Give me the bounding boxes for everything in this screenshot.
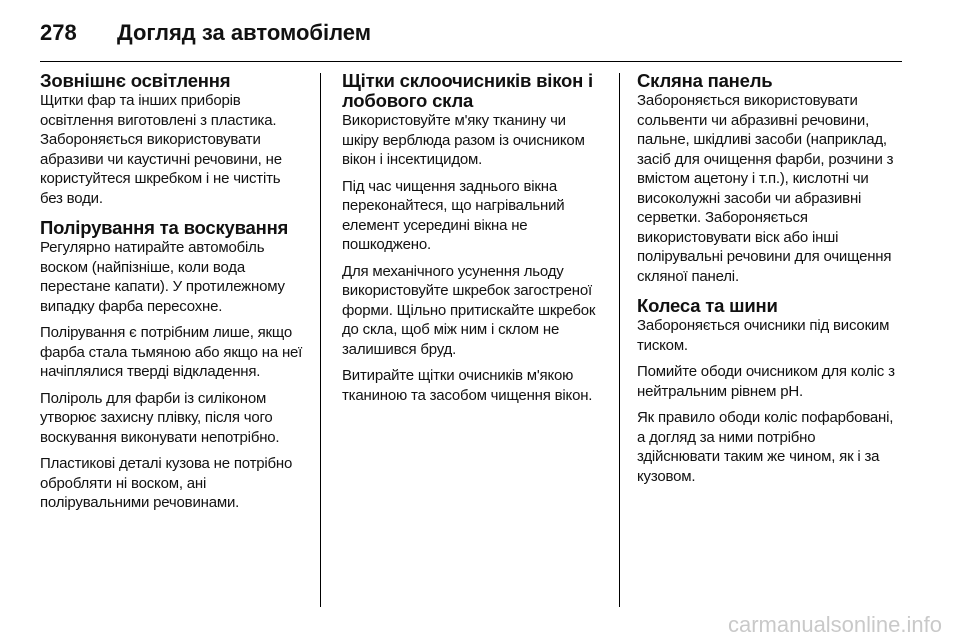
header-rule [40, 61, 902, 62]
paragraph: Поліроль для фарби із силіконом утворює захисну плівку, після чого воскування виконувати непотрібно. [40, 389, 280, 446]
watermark: carmanualsonline.info [727, 612, 942, 637]
column-2 [342, 71, 606, 415]
section-heading: Зовнішнє освітлення [40, 70, 231, 91]
paragraph: Помийте ободи очисником для коліс з нейтральним рівнем pH. [637, 363, 895, 400]
paragraph: Забороняється очисники під високим тиском. [637, 317, 890, 354]
paragraph: Пластикові деталі кузова не потрібно обробляти ні воском, ані полірувальними речовинами. [40, 455, 293, 511]
paragraph: Як правило ободи коліс пофарбовані, а догляд за ними потрібно здійснювати таким же чином, як і за кузовом. [637, 409, 894, 485]
section-heading: Колеса та шини [637, 295, 778, 316]
section-wheels-tyres [637, 296, 901, 486]
page-header [40, 18, 920, 48]
column-3 [637, 71, 901, 496]
section-wiper-blades [342, 71, 606, 405]
column-divider-1 [320, 73, 321, 607]
paragraph: Для механічного усунення льоду використовуйте шкребок загостреної форми. Щільно притискайте шкребок до скла, щоб між ним і склом не залишився бруд. [342, 262, 596, 358]
section-glass-panel [637, 71, 901, 286]
paragraph: Регулярно натирайте автомобіль воском (найпізніше, коли вода перестане капати). У протилежному випадку фарба пересохне. [40, 239, 285, 315]
section-exterior-lighting [40, 71, 306, 208]
section-polishing-waxing [40, 218, 306, 513]
paragraph: Під час чищення заднього вікна переконайтеся, що нагрівальний елемент усередині вікна не пошкоджено. [342, 177, 565, 253]
paragraph: Витирайте щітки очисників м'якою тканиною та засобом чищення вікон. [342, 367, 593, 404]
section-heading: Щітки склоочисників вікон і лобового скла [342, 70, 593, 111]
paragraph: Щитки фар та інших приборів освітлення виготовлені з пластика. Забороняється використовувати абразиви чи каустичні речовини, не користуйтеся шкребком і не чистіть без води. [40, 92, 282, 207]
paragraph: Забороняється використовувати сольвенти чи абразивні речовини, пальне, шкідливі засоби (наприклад, засіб для очищення фарби, розчини з вмістом ацетону і т.п.), кислотні чи високолужні засоби чи абразивні серветки. Забороняється використовувати віск або інші полірувальні речовини для очищення скляної панелі. [637, 92, 894, 285]
column-1 [40, 71, 306, 523]
paragraph: Полірування є потрібним лише, якщо фарба стала тьмяною або якщо на неї начіплялися тверді відкладення. [40, 324, 303, 380]
paragraph: Використовуйте м'яку тканину чи шкіру верблюда разом із очисником вікон і інсектицидом. [342, 112, 585, 168]
section-heading: Скляна панель [637, 70, 773, 91]
page-title: Догляд за автомобілем [117, 20, 372, 45]
section-heading: Полірування та воскування [40, 217, 289, 238]
column-divider-2 [619, 73, 620, 607]
page-number: 278 [40, 20, 77, 45]
